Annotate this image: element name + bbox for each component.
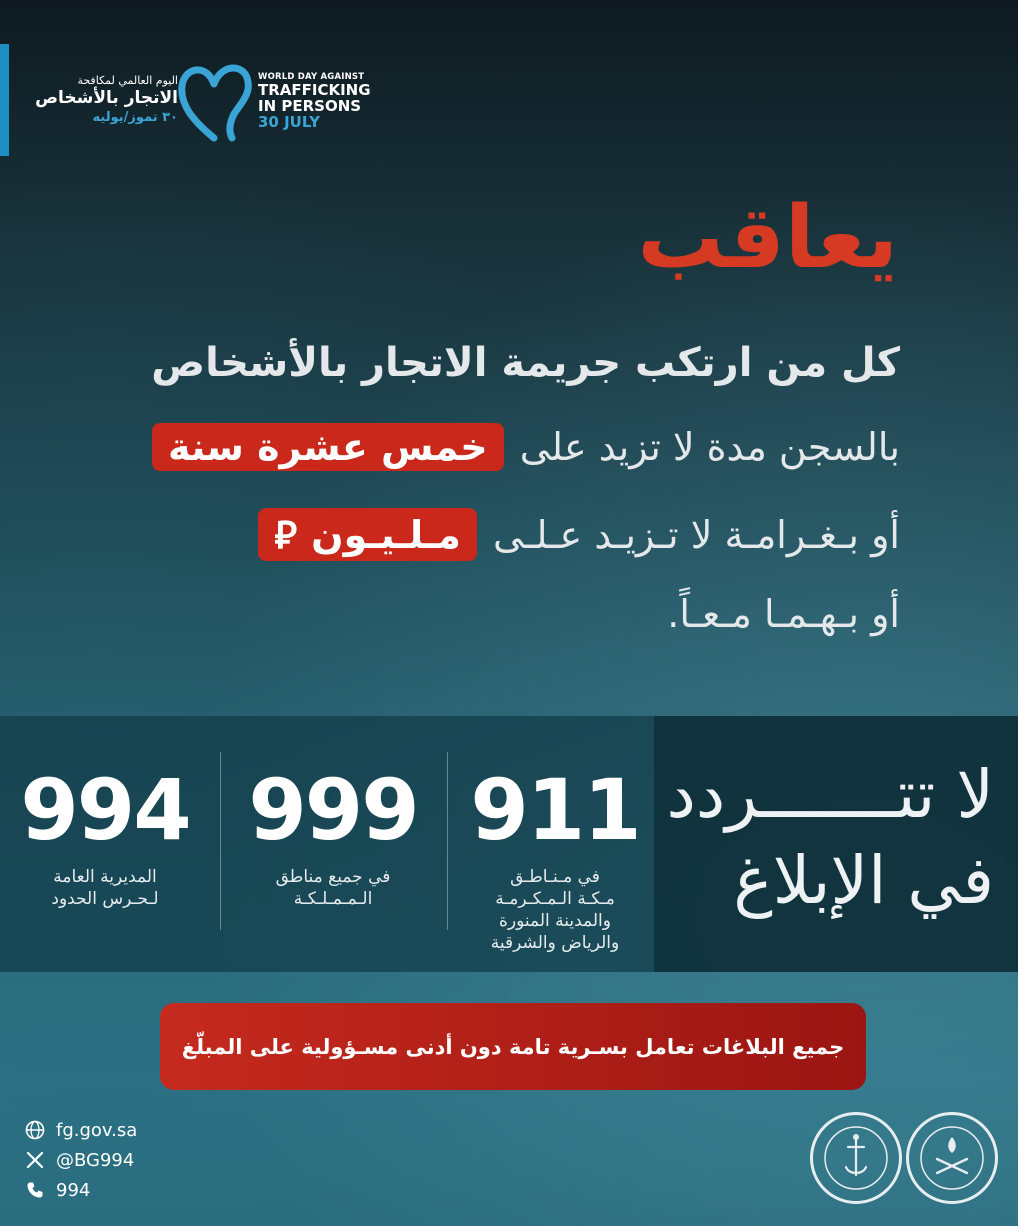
confidentiality-text: جميع البلاغات تعامل بسـرية تامة دون أدنى مسـؤولية على المبلّغ	[181, 1034, 845, 1059]
campaign-en-line1: WORLD DAY AGAINST	[258, 72, 365, 82]
body-line-4: أو بـهـمـا مـعـاً.	[667, 592, 900, 636]
body-line-1: كل من ارتكب جريمة الاتجار بالأشخاص	[151, 340, 900, 386]
fine-amount-pill: مـلـيـون ⃁	[258, 508, 477, 561]
contact-text: 994	[56, 1179, 91, 1201]
column-divider	[220, 752, 221, 930]
cta-line-2: في الإبلاغ	[733, 842, 994, 919]
contact-phone[interactable]	[24, 1175, 137, 1205]
contact-website[interactable]	[24, 1115, 137, 1145]
campaign-en-line3: IN PERSONS	[258, 97, 362, 115]
contact-list	[24, 1115, 137, 1205]
body-line-2-text: بالسجن مدة لا تزيد على	[519, 425, 900, 469]
hotline-description: المديرية العامة لـحـرس الحدود	[51, 867, 159, 909]
campaign-logo	[35, 54, 378, 144]
column-divider	[447, 752, 448, 930]
hotline-number: 999	[248, 761, 418, 859]
prison-term-pill: خمس عشرة سنة	[152, 423, 504, 471]
globe-icon	[24, 1119, 46, 1141]
body-line-2	[148, 423, 900, 471]
heart-icon	[176, 54, 252, 144]
cta-text	[666, 752, 994, 924]
contact-x[interactable]	[24, 1145, 137, 1175]
hotline-994[interactable]	[0, 762, 210, 910]
body-line-3-text: أو بـغـرامـة لا تـزيـد عـلـى	[493, 513, 900, 557]
headline: يعاقب	[637, 188, 898, 288]
saudi-emblem	[906, 1112, 998, 1204]
campaign-ar-date: ٣٠ تموز/يوليه	[92, 110, 178, 125]
campaign-ar-small: اليوم العالمي لمكافحة	[77, 74, 178, 87]
campaign-english-title	[258, 72, 371, 131]
accent-bar	[0, 44, 9, 156]
confidentiality-banner	[160, 1003, 866, 1090]
border-guard-emblem	[810, 1112, 902, 1204]
hotline-number: 994	[20, 761, 190, 859]
hotline-999[interactable]	[228, 762, 438, 910]
campaign-ar-big: الاتجار بالأشخاص	[35, 88, 178, 108]
hotline-number: 911	[470, 761, 640, 859]
hotline-description: في مـنـاطـق مـكـة الـمـكـرمـة والمدينة المنورة والرياض والشرقية	[490, 867, 620, 953]
campaign-en-line2: TRAFFICKING	[258, 81, 371, 99]
body-line-3	[254, 508, 900, 561]
contact-text: @BG994	[56, 1149, 135, 1171]
phone-icon	[24, 1179, 46, 1201]
campaign-arabic-title	[35, 74, 178, 126]
hotline-description: في جميع مناطق الـمـمـلـكـة	[275, 867, 391, 909]
campaign-en-line4: 30 JULY	[258, 113, 320, 131]
cta-line-1: لا تتـــــــردد	[666, 756, 994, 833]
hotline-911[interactable]	[450, 762, 660, 954]
contact-text: fg.gov.sa	[56, 1119, 138, 1141]
x-icon	[24, 1149, 46, 1171]
